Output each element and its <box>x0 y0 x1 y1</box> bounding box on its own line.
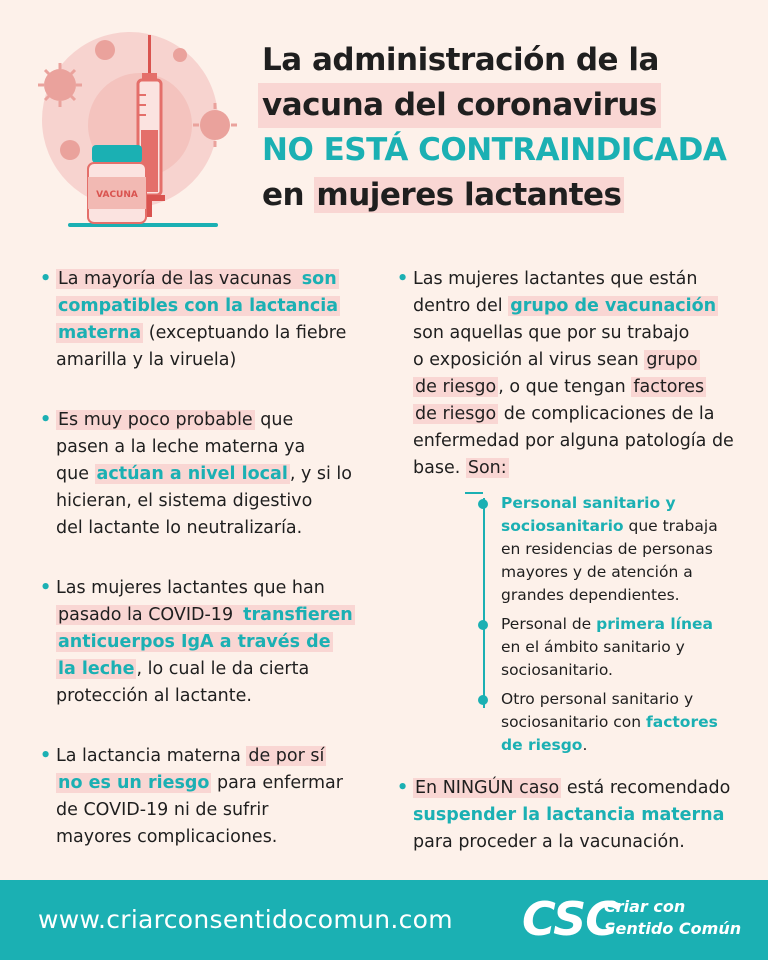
text: para proceder a la vacunación. <box>413 832 685 852</box>
title-line-4-prefix: en <box>262 177 315 213</box>
text: está recomendado <box>561 778 731 798</box>
text-highlight: de riesgo <box>415 377 497 397</box>
text: protección al lactante. <box>56 686 252 706</box>
text: que trabaja <box>623 517 718 535</box>
text: sociosanitario con <box>501 713 646 731</box>
text: de COVID-19 ni de sufrir <box>56 800 269 820</box>
title-line-4 <box>262 173 624 218</box>
text-highlight: pasado la COVID-19 <box>58 605 234 625</box>
text-emphasis: primera línea <box>596 615 713 633</box>
text: amarilla y la viruela) <box>56 350 237 370</box>
list-item <box>38 743 368 851</box>
brand-name-line-1: Criar con <box>604 897 686 916</box>
text-emphasis: transfieren <box>237 605 353 625</box>
left-column <box>38 266 368 884</box>
sub-list-item <box>483 613 755 682</box>
text: • Las mujeres lactantes que han <box>56 578 325 598</box>
text-emphasis: actúan a nivel local <box>96 464 288 484</box>
text-highlight: En NINGÚN caso <box>415 778 560 798</box>
text: , lo cual le da cierta <box>136 659 310 679</box>
vial-label: VACUNA <box>96 190 138 200</box>
text: grandes dependientes. <box>501 586 680 604</box>
text: para enfermar <box>211 773 343 793</box>
title-line-3: NO ESTÁ CONTRAINDICADA <box>262 132 727 168</box>
text: pasen a la leche materna ya <box>56 437 306 457</box>
title-line-1: La administración de la <box>262 42 659 78</box>
website-link[interactable]: www.criarconsentidocomun.com <box>38 905 453 934</box>
text: en el ámbito sanitario y <box>501 638 685 656</box>
text-emphasis: la leche <box>58 659 135 679</box>
text-emphasis: Personal sanitario y <box>501 494 676 512</box>
text-emphasis: materna <box>58 323 142 343</box>
text-emphasis: son <box>295 269 337 289</box>
list-item <box>38 575 368 710</box>
vial-icon <box>88 145 146 223</box>
brand-name-line-2: Sentido Común <box>604 919 742 938</box>
text: enfermedad por alguna patología de <box>413 431 734 451</box>
text-highlight: La mayoría de las vacunas <box>58 269 292 289</box>
title-line-2: vacuna del coronavirus <box>258 83 661 128</box>
text-emphasis: no es un riesgo <box>58 773 210 793</box>
text: mayores complicaciones. <box>56 827 278 847</box>
text-emphasis: compatibles con la lactancia <box>58 296 339 316</box>
page-title <box>262 38 762 218</box>
list-item <box>395 266 755 482</box>
text-emphasis: factores <box>646 713 718 731</box>
vaccine-illustration <box>30 25 250 240</box>
text-highlight: Son: <box>467 458 507 478</box>
list-item <box>38 266 368 374</box>
text: . <box>582 736 588 754</box>
connector-line <box>465 492 483 494</box>
list-item <box>395 775 755 856</box>
text-emphasis: sociosanitario <box>501 517 624 535</box>
right-column <box>395 266 755 889</box>
text: , o que tengan <box>498 377 632 397</box>
text: , y si lo <box>289 464 352 484</box>
text: Otro personal sanitario y <box>501 690 694 708</box>
footer-bar <box>0 880 768 960</box>
text: Personal de <box>501 615 597 633</box>
text: sociosanitario. <box>501 661 613 679</box>
text-highlight: de riesgo <box>415 404 497 424</box>
text: La lactancia materna <box>56 746 247 766</box>
text: del lactante lo neutralizaría. <box>56 518 303 538</box>
brand-logo: CSC <box>522 892 619 946</box>
text-emphasis: grupo de vacunación <box>510 296 717 316</box>
sub-list <box>483 492 755 757</box>
text-highlight: de por sí <box>248 746 325 766</box>
sub-list-item <box>483 688 755 757</box>
text: que <box>56 464 95 484</box>
text: (exceptuando la fiebre <box>143 323 347 343</box>
text: dentro del <box>413 296 509 316</box>
list-item <box>38 407 368 542</box>
text-emphasis: de riesgo <box>501 736 583 754</box>
text-emphasis: anticuerpos IgA a través de <box>58 632 331 652</box>
text: que <box>254 410 294 430</box>
text-highlight: grupo <box>646 350 698 370</box>
text: base. <box>413 458 466 478</box>
text: • Las mujeres lactantes que están <box>413 269 698 289</box>
text: o exposición al virus sean <box>413 350 645 370</box>
text-highlight: factores <box>633 377 705 397</box>
text: son aquellas que por su trabajo <box>413 323 690 343</box>
text: en residencias de personas <box>501 540 713 558</box>
text: mayores y de atención a <box>501 563 693 581</box>
text-highlight: Es muy poco probable <box>58 410 253 430</box>
text: hicieran, el sistema digestivo <box>56 491 313 511</box>
title-line-4-highlight: mujeres lactantes <box>316 177 622 213</box>
brand-name <box>604 896 741 940</box>
text: de complicaciones de la <box>498 404 715 424</box>
text-emphasis: suspender la lactancia materna <box>413 805 725 825</box>
sub-list-item <box>483 492 755 607</box>
